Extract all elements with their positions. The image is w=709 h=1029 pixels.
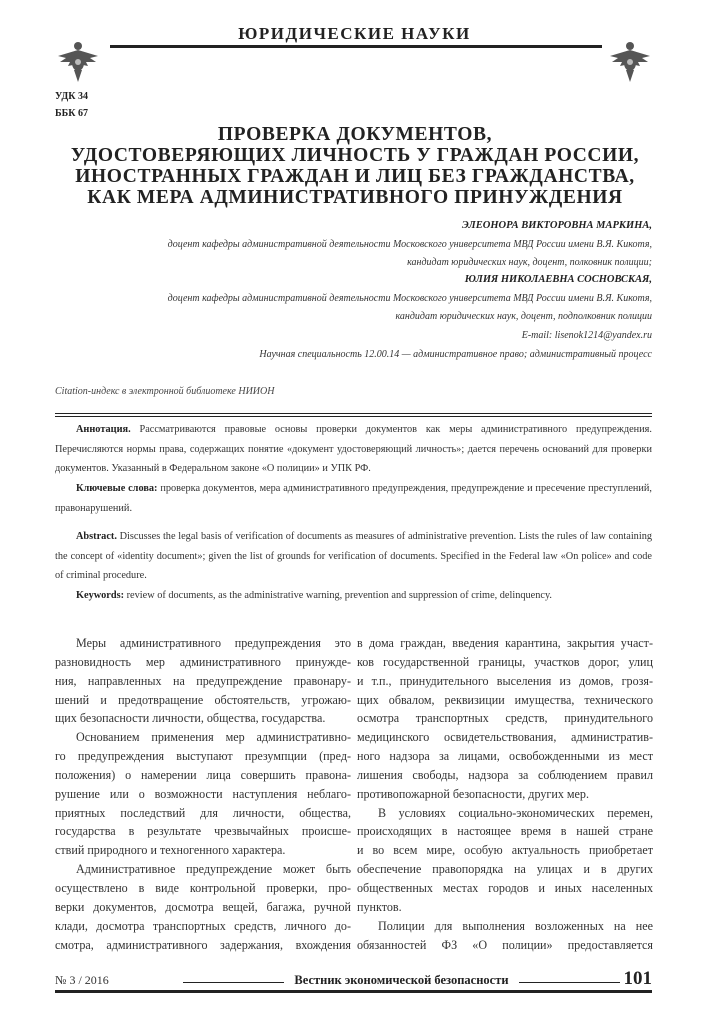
body-line: осуществлено в виде контрольной проверки, про- bbox=[55, 880, 351, 895]
body-line: разновидность мер административного принужде- bbox=[55, 654, 351, 669]
body-line: лишения свободы, надзора за соблюдением правил bbox=[357, 767, 653, 782]
body-line: ков государственной границы, участков дорог, улиц bbox=[357, 654, 653, 669]
abstract-block bbox=[55, 527, 652, 606]
title-line: УДОСТОВЕРЯЮЩИХ ЛИЧНОСТЬ У ГРАЖДАН РОССИИ, bbox=[70, 145, 640, 166]
author-email[interactable]: E-mail: lisenok1214@yandex.ru bbox=[521, 330, 652, 341]
body-line: и во всем мире, особую актуальность приобретает bbox=[357, 843, 653, 858]
annotation-block bbox=[55, 420, 652, 519]
body-line: рушение или о возможности наступления неблаго- bbox=[55, 786, 351, 801]
scientific-specialty: Научная специальность 12.00.14 — административное право; административный процесс bbox=[259, 349, 652, 360]
author-degree: кандидат юридических наук, доцент, подполковник полиции bbox=[395, 311, 652, 322]
page-footer bbox=[55, 968, 652, 993]
title-line: ИНОСТРАННЫХ ГРАЖДАН И ЛИЦ БЕЗ ГРАЖДАНСТВА, bbox=[75, 166, 635, 187]
body-line: обязанностей ФЗ «О полиции» предоставляется bbox=[357, 937, 653, 952]
title-line: КАК МЕРА АДМИНИСТРАТИВНОГО ПРИНУЖДЕНИЯ bbox=[87, 187, 623, 208]
body-line: ного надзора за лицами, освобожденными из мест bbox=[357, 749, 653, 764]
journal-name: Вестник экономической безопасности bbox=[183, 973, 620, 988]
article-title bbox=[40, 124, 670, 208]
body-line: щих обвалом, реквизиции имущества, технического bbox=[357, 692, 653, 707]
citation-index: Citation-индекс в электронной библиотеке НИИОН bbox=[55, 386, 275, 397]
keywords-ru: Ключевые слова: проверка документов, мера административного предупреждения, предупреждение и пресечение преступлений, правонарушений. bbox=[55, 483, 653, 514]
body-line: и т.п., принудительного выселения из домов, грозя- bbox=[357, 673, 653, 688]
annotation: Аннотация. Рассматриваются правовые основы проверки документов как меры административного предупреждения. Перечисляются нормы права, содержащих понятие «документ удостоверяющий личность»; дается перечень оснований для проверки документов. Указанный в Федеральном законе «О полиции» и УПК РФ. bbox=[55, 424, 652, 475]
section-heading: ЮРИДИЧЕСКИЕ НАУКИ bbox=[238, 24, 471, 43]
author-name: ЭЛЕОНОРА ВИКТОРОВНА МАРКИНА, bbox=[461, 220, 652, 231]
body-line: шений и предотвращение обстоятельств, угрожаю- bbox=[55, 692, 351, 707]
author-position: доцент кафедры административной деятельности Московского университета МВД России имени В.Я. Кикотя, bbox=[167, 293, 652, 304]
abstract: Abstract. Discusses the legal basis of verification of documents as measures of administrative prevention. Lists the rules of law containing the concept of «identity document»; given the list of grounds for verification of documents. Specified in the Federal law «On police» and code of criminal procedure. bbox=[55, 531, 652, 582]
body-line: клади, досмотра транспортных средств, личного до- bbox=[55, 918, 351, 933]
issue-number: № 3 / 2016 bbox=[55, 973, 109, 987]
body-line: смотра, административного задержания, вхождения bbox=[55, 937, 351, 952]
keywords-en: Keywords: review of documents, as the administrative warning, prevention and suppression of crime, delinquency. bbox=[76, 590, 553, 602]
body-line: приятных последствий для личности, общества, bbox=[55, 805, 351, 820]
body-line: Полиции для выполнения возложенных на нее bbox=[378, 918, 653, 933]
body-line: государства в результате чрезвычайных происше- bbox=[55, 824, 351, 839]
body-line: в дома граждан, введения карантина, закрытия участ- bbox=[357, 636, 653, 650]
body-line: осмотра транспортных средств, принудительного bbox=[357, 711, 653, 726]
bbk-code: ББК 67 bbox=[55, 108, 88, 119]
body-line: го предупреждения выступают презумпции (пред- bbox=[55, 749, 351, 764]
body-line: противопожарной безопасности, других мер. bbox=[357, 786, 589, 801]
body-line: щих безопасности личности, общества, государства. bbox=[55, 711, 326, 726]
body-line: обеспечение правопорядка на улицах и в других bbox=[357, 862, 653, 877]
author-name: ЮЛИЯ НИКОЛАЕВНА СОСНОВСКАЯ, bbox=[464, 274, 652, 285]
police-eagle-emblem-icon bbox=[54, 36, 102, 84]
page-number: 101 bbox=[623, 968, 652, 989]
body-line: ствий природного и техногенного характера. bbox=[55, 843, 286, 858]
header-rule bbox=[110, 45, 602, 48]
body-line: общественных местах городов и иных населенных bbox=[357, 880, 653, 895]
author-position: доцент кафедры административной деятельности Московского университета МВД России имени В.Я. Кикотя, bbox=[167, 239, 652, 250]
udk-code: УДК 34 bbox=[55, 91, 88, 102]
body-column-right bbox=[357, 634, 653, 954]
body-line: ния, направленных на предупреждение правонару- bbox=[55, 673, 351, 688]
body-line: верки документов, досмотра вещей, багажа, ручной bbox=[55, 899, 351, 914]
double-divider bbox=[55, 413, 652, 417]
body-line: Основанием применения мер административно- bbox=[76, 730, 351, 745]
body-line: пунктов. bbox=[357, 899, 402, 914]
body-line: происходящих в настоящее время в нашей стране bbox=[357, 824, 653, 839]
body-line: медицинского освидетельствования, административ- bbox=[357, 730, 653, 745]
police-eagle-emblem-icon bbox=[606, 36, 654, 84]
author-degree: кандидат юридических наук, доцент, полковник полиции; bbox=[407, 257, 652, 268]
body-line: положения) о намерении лица совершить правона- bbox=[55, 767, 351, 782]
title-line: ПРОВЕРКА ДОКУМЕНТОВ, bbox=[217, 124, 493, 145]
body-column-left bbox=[55, 634, 351, 954]
body-line: В условиях социально-экономических перемен, bbox=[378, 805, 653, 820]
body-line: Административное предупреждение может быть bbox=[76, 862, 351, 877]
body-line: Меры административного предупреждения это bbox=[76, 636, 351, 650]
